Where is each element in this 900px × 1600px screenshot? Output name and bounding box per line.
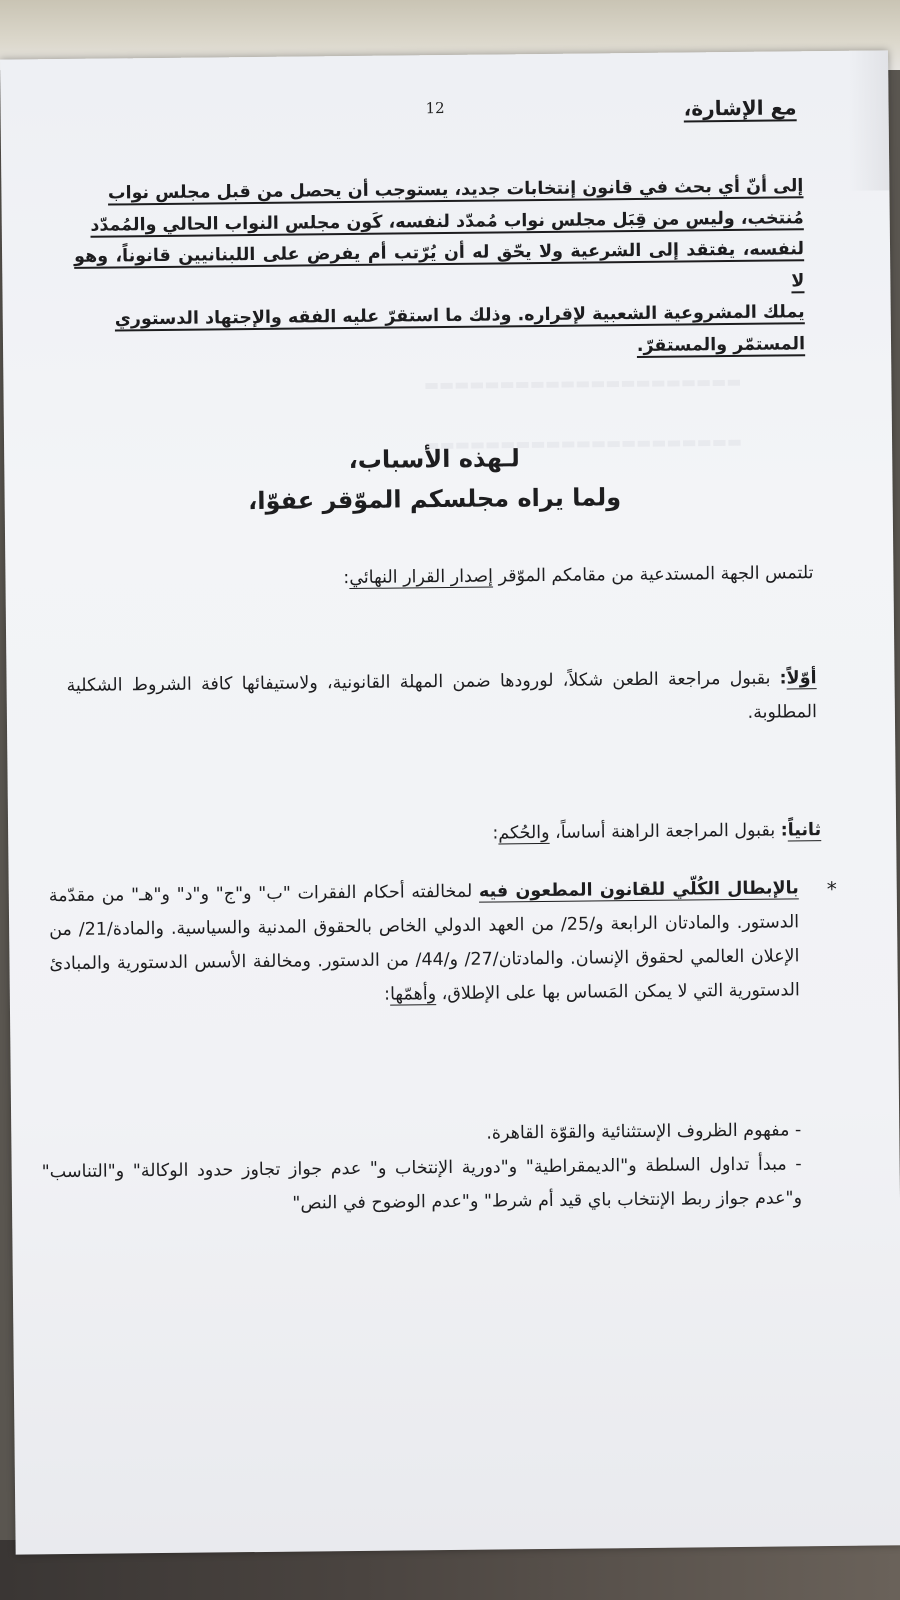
heading-line-1: لـهذه الأسباب،: [348, 444, 520, 475]
bullet-end: :: [384, 984, 391, 1005]
document-page: [0, 50, 900, 1554]
bullet-underlined-end: وأهمّها: [389, 984, 437, 1005]
page-number: 12: [425, 98, 445, 118]
heading-line-2: ولما يراه مجلسكم الموّقر عفوّا،: [247, 483, 622, 516]
request-end: :: [343, 568, 350, 589]
intro-line: يملك المشروعية الشعبية لإقراره. وذلك ما استقرّ عليه الفقه والإجتهاد الدستوري: [114, 302, 805, 330]
first-label: أوّلاً: [786, 668, 817, 689]
bullet-bold-text: بالإبطال الكُلّي للقانون المطعون فيه: [478, 878, 799, 902]
first-clause: [66, 661, 817, 737]
bleed-through: ▬▬▬▬▬▬▬▬▬▬▬▬▬▬▬▬▬▬▬▬▬: [424, 431, 743, 455]
bleed-through: ▬▬▬▬▬▬▬▬▬▬▬▬▬▬▬▬▬▬▬▬▬: [423, 371, 742, 395]
list-item: - مبدأ تداول السلطة و"الديمقراطية" و"دورية الإنتخاب و" عدم جواز تجاوز حدود الوكالة" و"التناسب" و"عدم جواز ربط الإنتخاب باي قيد أم شرط" و"عدم الوضوح في النص": [41, 1154, 803, 1214]
second-label: ثانياً: [787, 820, 822, 841]
intro-paragraph: [73, 171, 805, 368]
second-text: بقبول المراجعة الراهنة أساساً،: [549, 820, 781, 843]
list-item: - مفهوم الظروف الإستثنائية والقوّة القاهرة.: [486, 1120, 802, 1144]
bullet-paragraph: [49, 871, 800, 1015]
second-clause: [61, 813, 821, 855]
second-underlined: والحُكم: [498, 822, 550, 844]
first-text: بقبول مراجعة الطعن شكلاً، لورودها ضمن المهلة القانونية، ولاستيفائها كافة الشروط الشكلية المطلوبة.: [66, 668, 818, 723]
intro-line: المستمّر والمستقرّ.: [636, 333, 806, 356]
request-paragraph: [73, 556, 813, 598]
list: [41, 1113, 802, 1223]
request-underlined: إصدار القرار النهائي: [349, 566, 494, 589]
bullet-text: لمخالفته أحكام الفقرات "ب" و"ج" و"د" و"هـ" من مقدّمة الدستور. والمادتان الرابعة و/25/ من العهد الدولي الخاص بالحقوق المدنية والسياسية. والمادة/21/ من الإعلان العالمي لحقوق الإنسان. والمادتان/27/ و/44/ من الدستور. ومخالفة الأسس الدستورية والمبادئ الدستورية التي لا يمكن المَساس بها على الإطلاق،: [48, 881, 800, 1005]
request-text: تلتمس الجهة المستدعية من مقامكم الموّقر: [492, 563, 814, 587]
first-colon: :: [779, 668, 787, 689]
intro-line: إلى أنّ أي بحث في قانون إنتخابات جديد، يستوجب أن يحصل من قبل مجلس نواب: [107, 176, 804, 204]
page-curl: [848, 50, 889, 190]
bullet-marker: *: [826, 876, 837, 902]
intro-line: مُنتخب، وليس من قِبَل مجلس نواب مُمدّد لنفسه، كَون مجلس النواب الحالي والمُمدّد: [90, 207, 804, 236]
second-end: :: [492, 823, 499, 844]
section-header: مع الإشارة،: [683, 95, 797, 121]
second-colon: :: [780, 820, 788, 841]
intro-line: لنفسه، يفتقد إلى الشرعية ولا يحّق له أن يُرّتب أم يفرض على اللبنانيين قانوناً، وهو لا: [73, 239, 805, 291]
